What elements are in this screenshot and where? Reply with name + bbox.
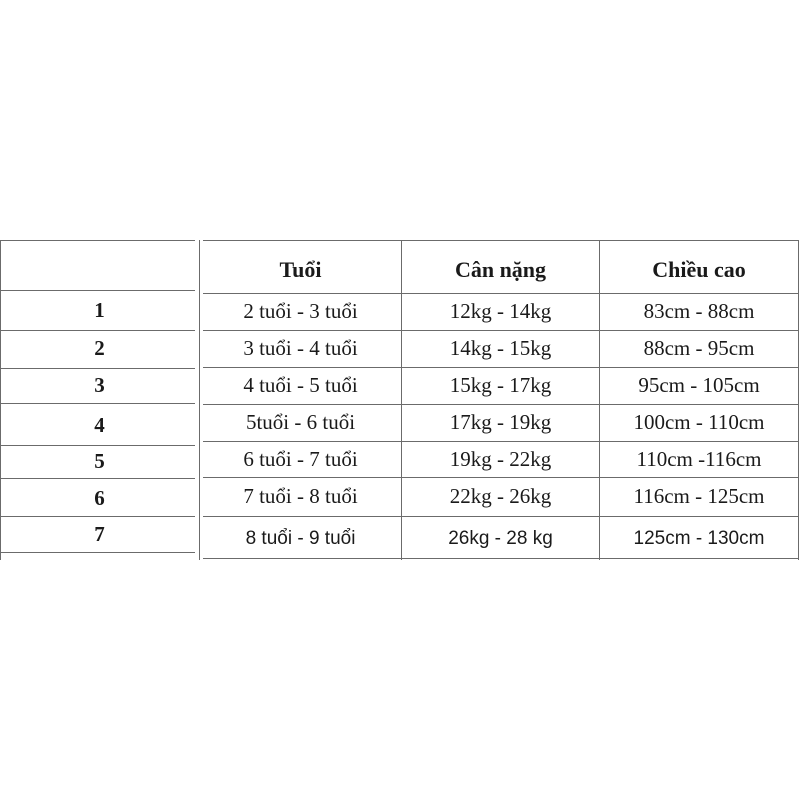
height-cell: 125cm - 130cm [633, 528, 765, 549]
age-cell: 8 tuổi - 9 tuổi [245, 528, 356, 549]
header-age-cell: Tuổi [279, 256, 322, 282]
table-bottom-border [203, 558, 799, 559]
weight-cell: 12kg - 14kg [449, 299, 552, 323]
age-cell: 7 tuổi - 8 tuổi [243, 484, 358, 508]
row-index-cell: 7 [94, 521, 105, 546]
row-divider [0, 478, 195, 479]
height-cell: 88cm - 95cm [643, 336, 755, 360]
height-cell: 116cm - 125cm [633, 484, 765, 508]
weight-cell: 14kg - 15kg [449, 336, 552, 360]
table-bottom-border [0, 552, 195, 553]
row-index-cell: 4 [94, 412, 105, 437]
table-top-border [203, 240, 799, 241]
row-index-cell: 3 [94, 373, 105, 397]
height-cell: 100cm - 110cm [633, 410, 765, 434]
row-divider [0, 403, 195, 404]
height-cell: 83cm - 88cm [643, 299, 755, 323]
row-divider [203, 516, 799, 517]
row-index-cell: 6 [94, 485, 105, 510]
weight-cell: 15kg - 17kg [449, 373, 552, 397]
weight-cell: 26kg - 28 kg [448, 528, 553, 549]
header-height-cell: Chiều cao [652, 256, 746, 282]
weight-cell: 19kg - 22kg [449, 446, 552, 471]
weight-cell: 17kg - 19kg [449, 410, 552, 434]
weight-cell: 22kg - 26kg [449, 484, 552, 508]
age-cell: 5tuổi - 6 tuổi [245, 410, 356, 434]
height-cell: 95cm - 105cm [638, 373, 760, 397]
age-cell: 3 tuổi - 4 tuổi [243, 336, 358, 360]
size-chart-table [0, 240, 799, 560]
header-index-cell [0, 240, 199, 290]
age-cell: 2 tuổi - 3 tuổi [243, 299, 358, 323]
row-index-cell: 5 [94, 449, 105, 473]
age-cell: 4 tuổi - 5 tuổi [243, 373, 358, 397]
row-index-cell: 1 [94, 298, 105, 322]
row-index-cell: 2 [94, 335, 105, 360]
header-weight-cell: Cân nặng [454, 256, 547, 282]
age-cell: 6 tuổi - 7 tuổi [243, 446, 358, 471]
height-cell: 110cm -116cm [636, 446, 762, 471]
